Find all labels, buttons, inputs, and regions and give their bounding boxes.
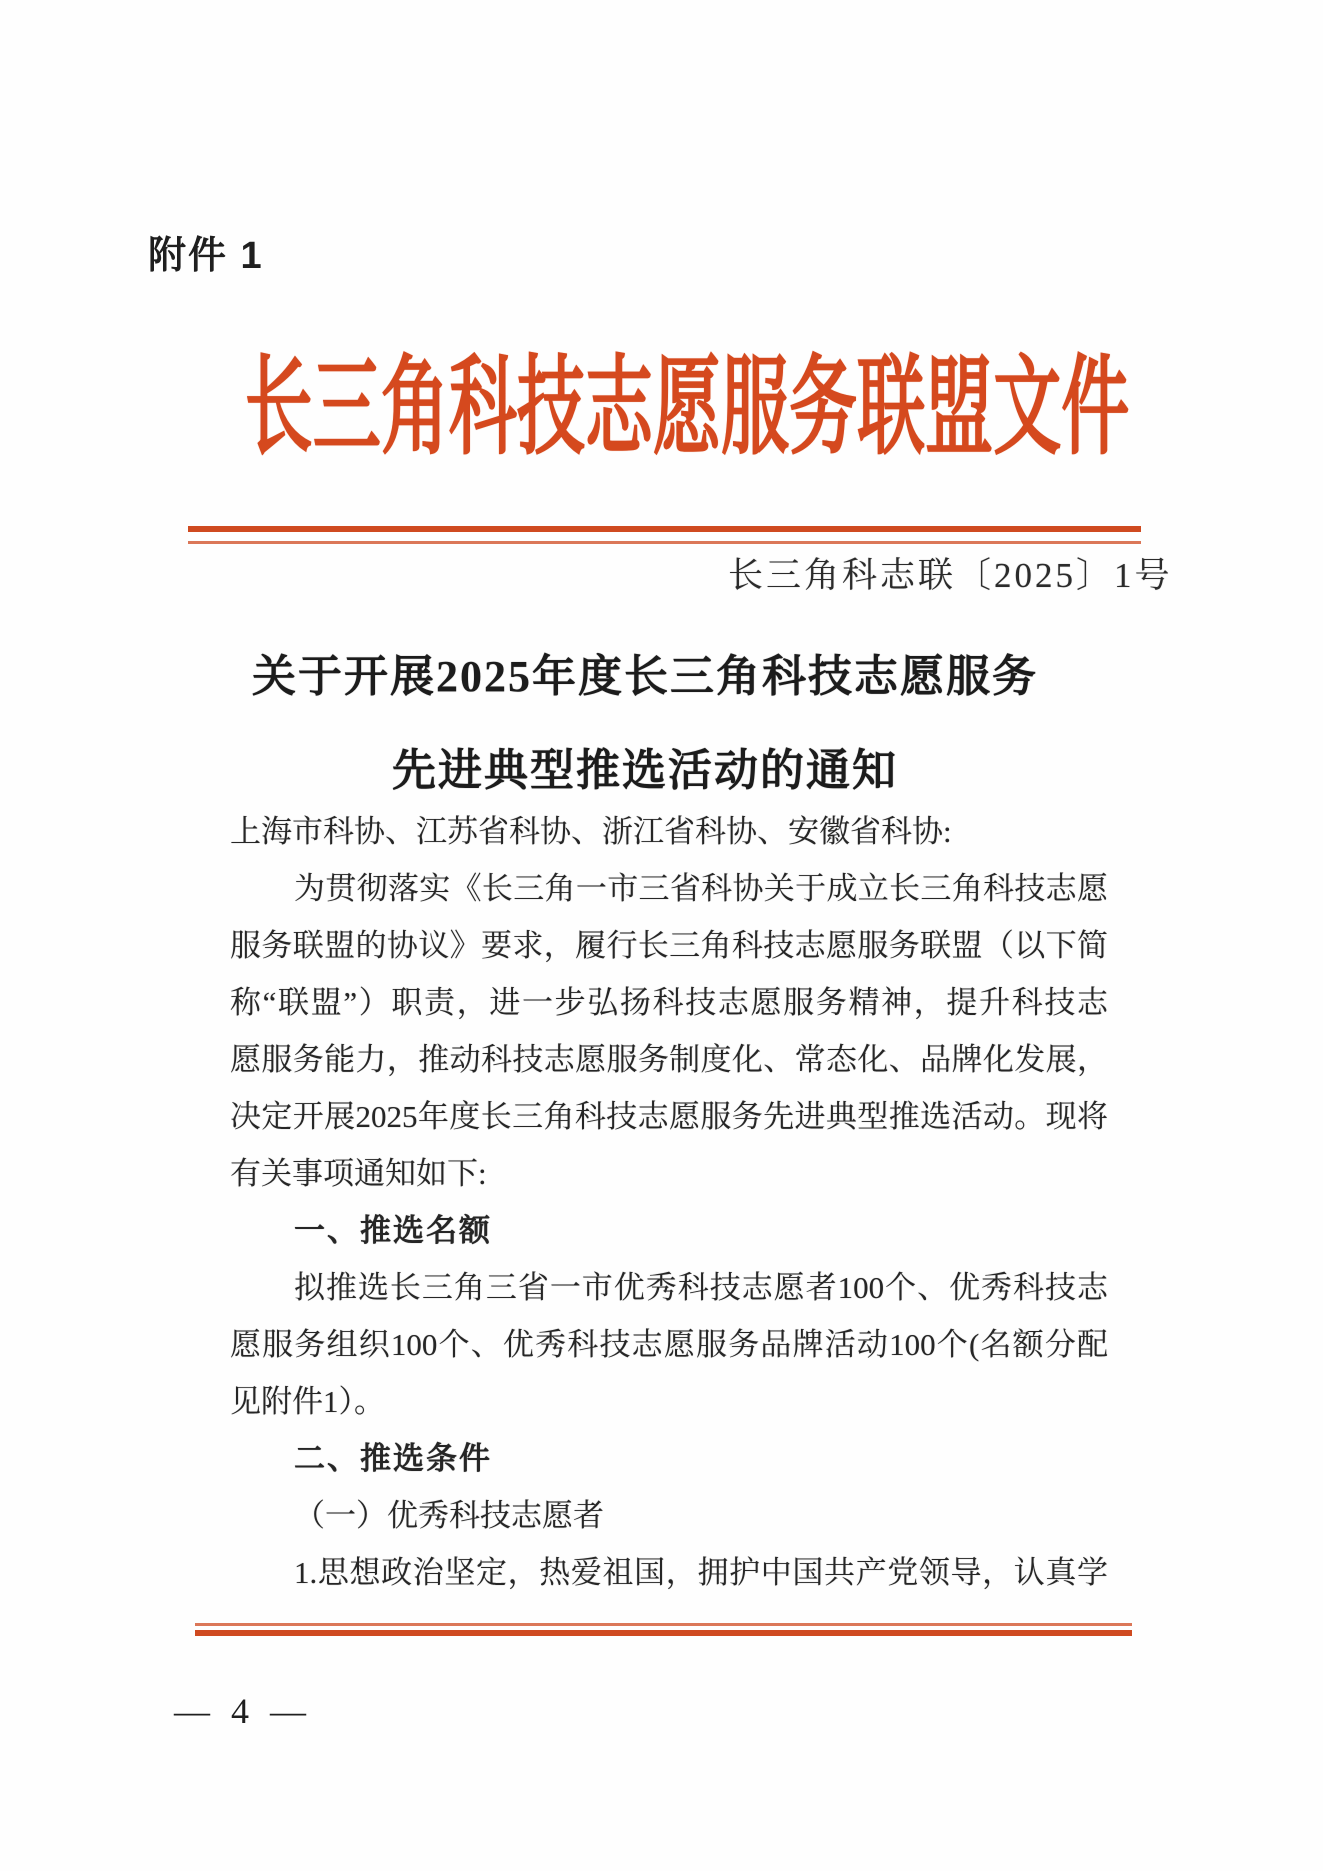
notice-title [0,630,1290,818]
attachment-label: 附件 1 [148,235,264,277]
body-line: 服务联盟的协议》要求，履行长三角科技志愿服务联盟（以下简 [230,928,1108,963]
body-line: 上海市科协、江苏省科协、浙江省科协、安徽省科协: [230,814,952,849]
body-line: 有关事项通知如下: [230,1156,487,1191]
body-line: 拟推选长三角三省一市优秀科技志愿者100个、优秀科技志 [294,1270,1108,1305]
masthead-title: 长三角科技志愿服务联盟文件 [244,349,1130,468]
notice-title-line2: 先进典型推选活动的通知 [392,746,898,795]
page-number: — 4 — [174,1691,312,1731]
body-line: 二、推选条件 [294,1441,492,1476]
notice-body [230,803,1108,1601]
notice-title-line1: 关于开展2025年度长三角科技志愿服务 [252,652,1038,701]
body-line: 愿服务组织100个、优秀科技志愿服务品牌活动100个(名额分配 [230,1327,1108,1362]
body-line: （一）优秀科技志愿者 [294,1498,604,1533]
red-separator-bottom-thick-line [195,1630,1132,1636]
body-line: 为贯彻落实《长三角一市三省科协关于成立长三角科技志愿 [294,871,1108,906]
red-separator-top [188,526,1141,544]
red-separator-top-thick-line [188,526,1141,532]
body-line: 称“联盟”）职责，进一步弘扬科技志愿服务精神，提升科技志 [230,985,1108,1020]
doc-number: 长三角科志联〔2025〕1号 [728,556,1173,595]
body-line: 1.思想政治坚定，热爱祖国，拥护中国共产党领导，认真学 [294,1555,1108,1590]
body-line: 决定开展2025年度长三角科技志愿服务先进典型推选活动。现将 [230,1099,1108,1134]
red-separator-top-thin-line [188,541,1141,544]
body-line: 一、推选名额 [294,1213,492,1248]
red-separator-bottom-thin-line [195,1623,1132,1626]
body-line: 愿服务能力，推动科技志愿服务制度化、常态化、品牌化发展， [230,1042,1108,1077]
body-line: 见附件1）。 [230,1384,385,1419]
red-separator-bottom [195,1623,1132,1636]
